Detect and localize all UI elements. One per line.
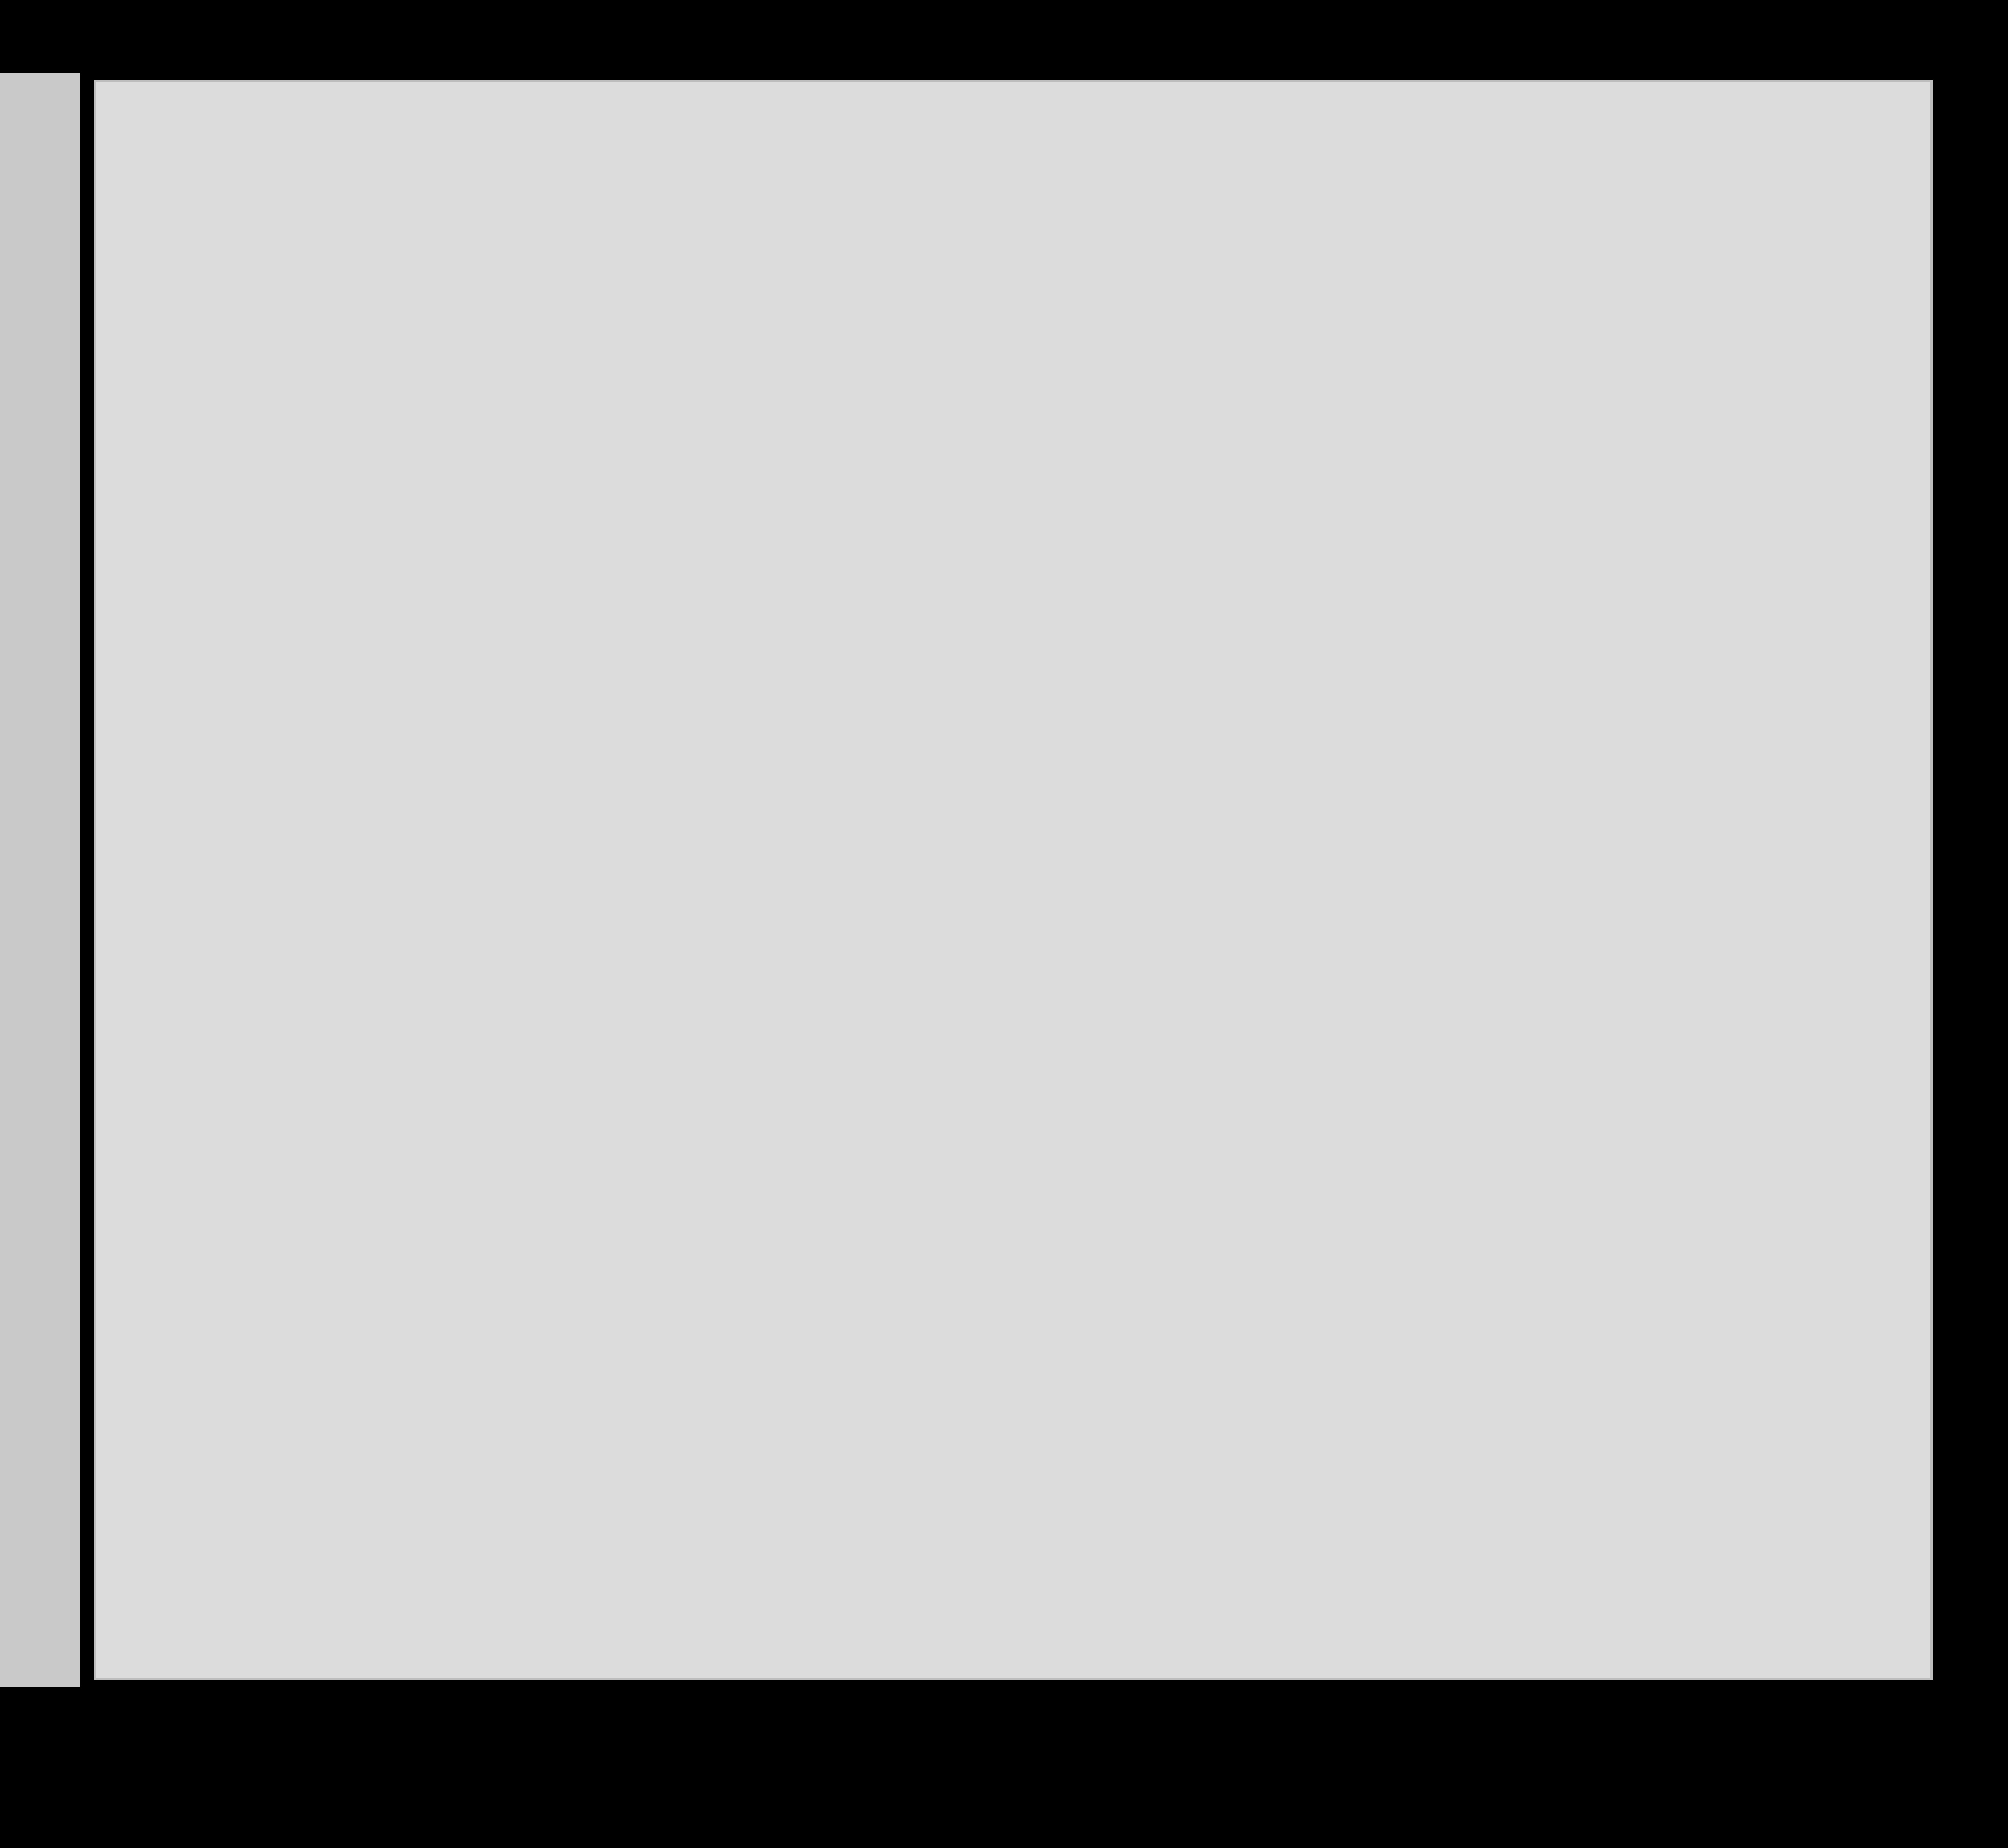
adjacent-page-strip bbox=[0, 73, 80, 1687]
manifest-page bbox=[94, 80, 1933, 1680]
